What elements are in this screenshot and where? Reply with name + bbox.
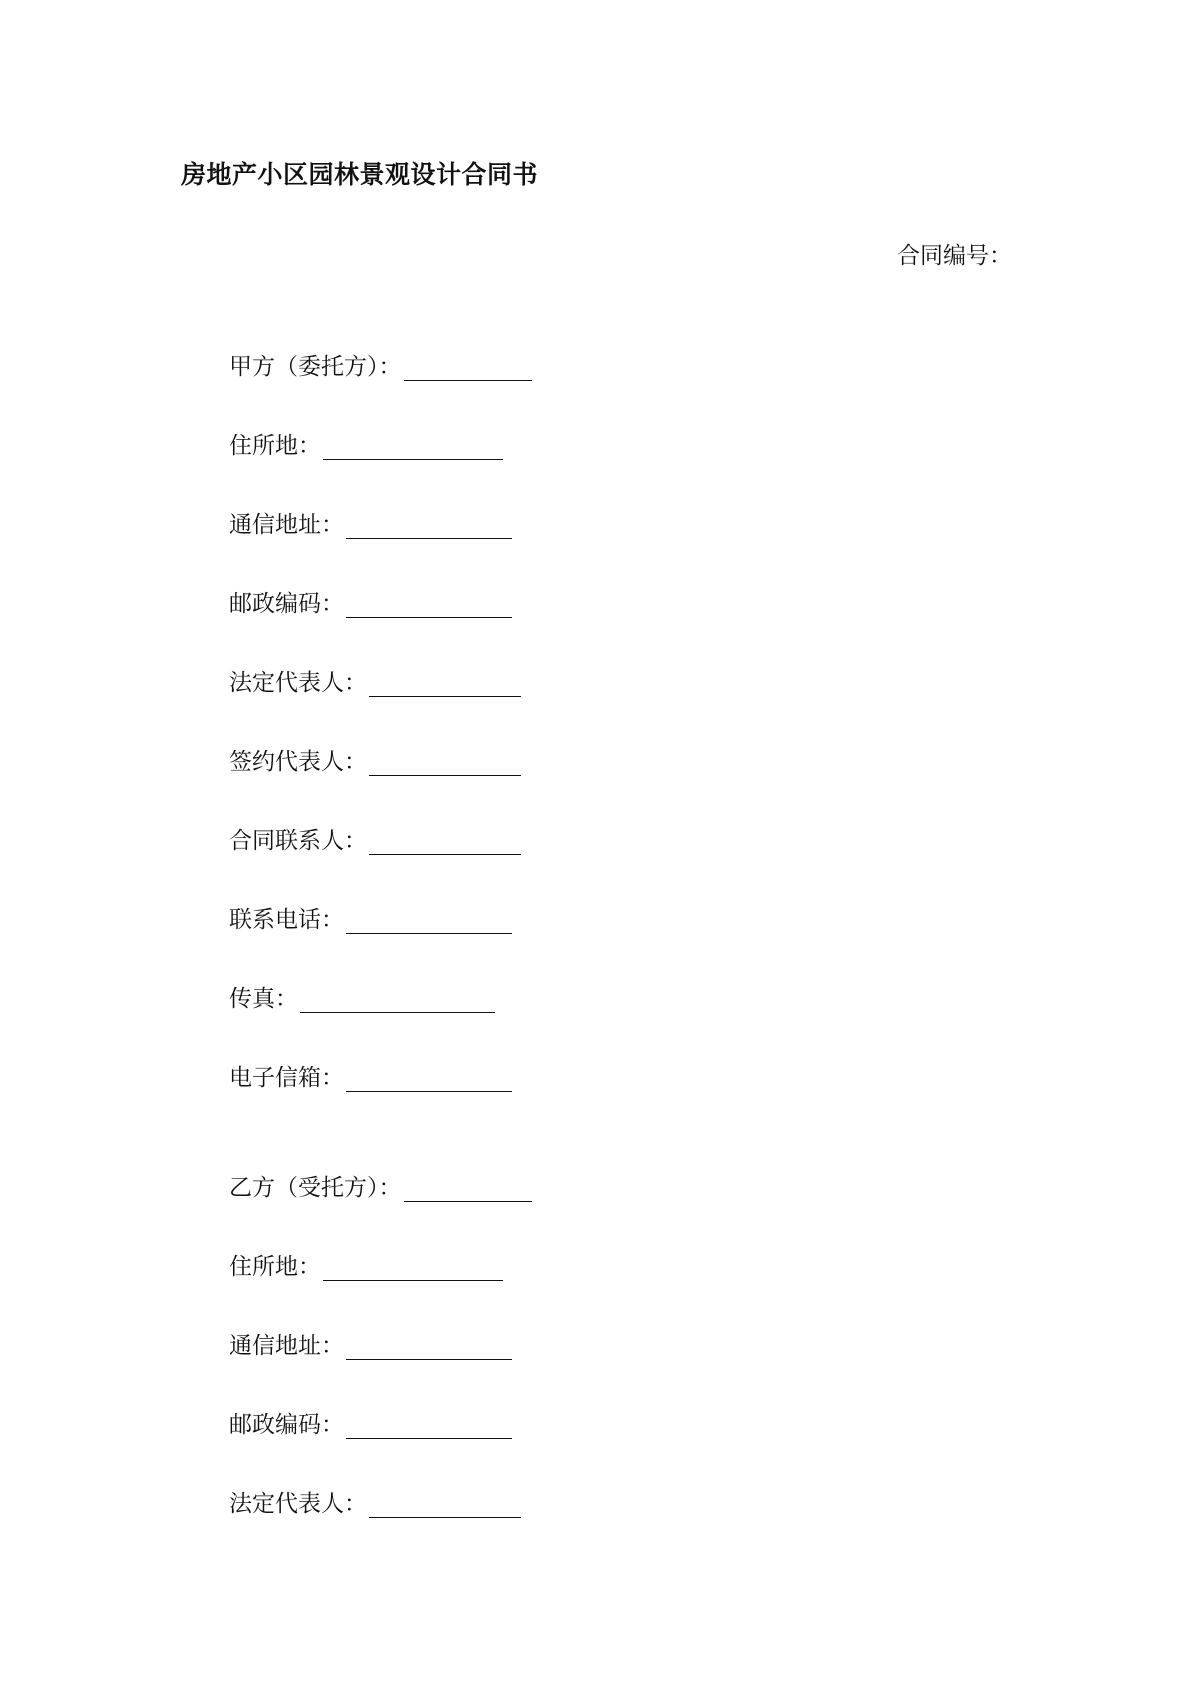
party-a-phone-blank[interactable] xyxy=(346,911,512,934)
party-b-name-blank[interactable] xyxy=(404,1179,532,1202)
party-a-postal-code-blank[interactable] xyxy=(346,595,512,618)
party-b-legal-rep-blank[interactable] xyxy=(369,1495,521,1518)
party-a-mailing-address-field xyxy=(229,506,512,539)
party-b-name-label: 乙方（受托方）： xyxy=(229,1175,402,1201)
party-b-mailing-address-label: 通信地址： xyxy=(229,1333,344,1359)
party-a-name-blank[interactable] xyxy=(404,358,532,381)
party-b-legal-rep-label: 法定代表人： xyxy=(229,1491,367,1517)
party-a-legal-rep-blank[interactable] xyxy=(369,674,521,697)
party-a-legal-rep-field xyxy=(229,664,521,697)
party-b-name-field xyxy=(229,1169,532,1202)
party-b-postal-code-blank[interactable] xyxy=(346,1416,512,1439)
party-a-domicile-blank[interactable] xyxy=(323,437,503,460)
party-b-postal-code-label: 邮政编码： xyxy=(229,1412,344,1438)
party-a-fax-blank[interactable] xyxy=(300,990,495,1013)
party-a-contact-person-field xyxy=(229,822,521,855)
party-a-contact-person-label: 合同联系人： xyxy=(229,828,367,854)
party-a-signing-rep-blank[interactable] xyxy=(369,753,521,776)
party-a-name-field xyxy=(229,348,532,381)
party-b-postal-code-field xyxy=(229,1406,512,1439)
party-a-domicile-field xyxy=(229,427,503,460)
party-a-phone-label: 联系电话： xyxy=(229,907,344,933)
party-a-fax-field xyxy=(229,980,495,1013)
party-b-domicile-label: 住所地： xyxy=(229,1254,321,1280)
party-a-name-label: 甲方（委托方）： xyxy=(229,354,402,380)
party-a-postal-code-field xyxy=(229,585,512,618)
party-a-signing-rep-field xyxy=(229,743,521,776)
party-a-signing-rep-label: 签约代表人： xyxy=(229,749,367,775)
party-b-legal-rep-field xyxy=(229,1485,521,1518)
party-a-fax-label: 传真： xyxy=(229,986,298,1012)
contract-number-label: 合同编号： xyxy=(897,243,1012,269)
party-b-domicile-blank[interactable] xyxy=(323,1258,503,1281)
party-a-mailing-address-label: 通信地址： xyxy=(229,512,344,538)
party-b-mailing-address-blank[interactable] xyxy=(346,1337,512,1360)
party-a-domicile-label: 住所地： xyxy=(229,433,321,459)
party-a-email-label: 电子信箱： xyxy=(229,1065,344,1091)
party-b-mailing-address-field xyxy=(229,1327,512,1360)
party-a-mailing-address-blank[interactable] xyxy=(346,516,512,539)
party-a-phone-field xyxy=(229,901,512,934)
party-b-domicile-field xyxy=(229,1248,503,1281)
party-a-contact-person-blank[interactable] xyxy=(369,832,521,855)
party-a-legal-rep-label: 法定代表人： xyxy=(229,670,367,696)
document-title: 房地产小区园林景观设计合同书 xyxy=(181,160,539,189)
party-a-email-blank[interactable] xyxy=(346,1069,512,1092)
party-a-postal-code-label: 邮政编码： xyxy=(229,591,344,617)
party-a-email-field xyxy=(229,1059,512,1092)
